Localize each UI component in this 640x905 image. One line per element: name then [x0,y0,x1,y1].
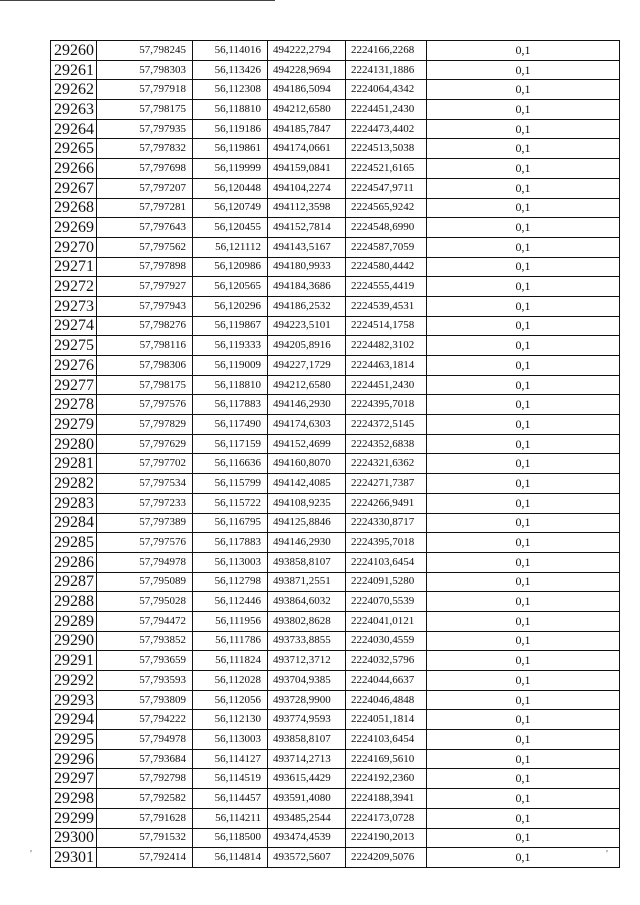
accuracy-value-cell: 0,1 [427,848,620,868]
longitude-cell: 56,117159 [193,434,268,454]
accuracy-value-cell: 0,1 [427,789,620,809]
x-coordinate-cell: 494152,7814 [268,218,346,238]
latitude-cell: 57,795089 [97,572,193,592]
x-coordinate-cell: 493728,9900 [268,690,346,710]
x-coordinate-cell: 494125,8846 [268,513,346,533]
point-number-cell: 29300 [51,828,97,848]
x-coordinate-cell: 494184,3686 [268,277,346,297]
y-coordinate-cell: 2224169,5610 [346,749,427,769]
y-coordinate-cell: 2224051,1814 [346,710,427,730]
accuracy-value-cell: 0,1 [427,454,620,474]
point-number-cell: 29276 [51,356,97,376]
point-number-cell: 29282 [51,474,97,494]
table-row [51,749,620,769]
accuracy-value-cell: 0,1 [427,493,620,513]
y-coordinate-cell: 2224070,5539 [346,592,427,612]
point-number-cell: 29272 [51,277,97,297]
y-coordinate-cell: 2224103,6454 [346,730,427,750]
x-coordinate-cell: 494146,2930 [268,395,346,415]
latitude-cell: 57,797562 [97,237,193,257]
accuracy-value-cell: 0,1 [427,710,620,730]
table-row [51,395,620,415]
latitude-cell: 57,793659 [97,651,193,671]
latitude-cell: 57,797943 [97,296,193,316]
latitude-cell: 57,794978 [97,552,193,572]
accuracy-value-cell: 0,1 [427,671,620,691]
y-coordinate-cell: 2224547,9711 [346,178,427,198]
page-mark-left: ' [30,848,32,860]
point-number-cell: 29294 [51,710,97,730]
y-coordinate-cell: 2224395,7018 [346,395,427,415]
x-coordinate-cell: 493864,6032 [268,592,346,612]
accuracy-value-cell: 0,1 [427,651,620,671]
x-coordinate-cell: 494212,6580 [268,375,346,395]
point-number-cell: 29260 [51,41,97,61]
latitude-cell: 57,798303 [97,60,193,80]
longitude-cell: 56,121112 [193,237,268,257]
longitude-cell: 56,115799 [193,474,268,494]
latitude-cell: 57,797698 [97,159,193,179]
point-number-cell: 29280 [51,434,97,454]
x-coordinate-cell: 494112,3598 [268,198,346,218]
accuracy-value-cell: 0,1 [427,60,620,80]
top-rule [0,0,275,1]
longitude-cell: 56,114814 [193,848,268,868]
y-coordinate-cell: 2224209,5076 [346,848,427,868]
point-number-cell: 29298 [51,789,97,809]
accuracy-value-cell: 0,1 [427,415,620,435]
y-coordinate-cell: 2224514,1758 [346,316,427,336]
longitude-cell: 56,114211 [193,808,268,828]
table-row [51,592,620,612]
x-coordinate-cell: 493774,9593 [268,710,346,730]
longitude-cell: 56,119867 [193,316,268,336]
latitude-cell: 57,794978 [97,730,193,750]
table-row [51,375,620,395]
latitude-cell: 57,798116 [97,336,193,356]
y-coordinate-cell: 2224266,9491 [346,493,427,513]
latitude-cell: 57,792798 [97,769,193,789]
point-number-cell: 29297 [51,769,97,789]
x-coordinate-cell: 494142,4085 [268,474,346,494]
accuracy-value-cell: 0,1 [427,631,620,651]
x-coordinate-cell: 494222,2794 [268,41,346,61]
table-row [51,159,620,179]
y-coordinate-cell: 2224192,2360 [346,769,427,789]
point-number-cell: 29269 [51,218,97,238]
longitude-cell: 56,112798 [193,572,268,592]
accuracy-value-cell: 0,1 [427,178,620,198]
table-row [51,474,620,494]
longitude-cell: 56,111956 [193,611,268,631]
accuracy-value-cell: 0,1 [427,749,620,769]
x-coordinate-cell: 493474,4539 [268,828,346,848]
point-number-cell: 29283 [51,493,97,513]
table-row [51,671,620,691]
accuracy-value-cell: 0,1 [427,41,620,61]
table-row [51,513,620,533]
y-coordinate-cell: 2224166,2268 [346,41,427,61]
x-coordinate-cell: 493712,3712 [268,651,346,671]
point-number-cell: 29286 [51,552,97,572]
table-row [51,80,620,100]
longitude-cell: 56,114127 [193,749,268,769]
y-coordinate-cell: 2224271,7387 [346,474,427,494]
table-row [51,139,620,159]
x-coordinate-cell: 494180,9933 [268,257,346,277]
latitude-cell: 57,791532 [97,828,193,848]
accuracy-value-cell: 0,1 [427,533,620,553]
latitude-cell: 57,792582 [97,789,193,809]
point-number-cell: 29287 [51,572,97,592]
table-row [51,198,620,218]
table-row [51,356,620,376]
x-coordinate-cell: 494174,6303 [268,415,346,435]
longitude-cell: 56,118810 [193,100,268,120]
longitude-cell: 56,117883 [193,533,268,553]
x-coordinate-cell: 494228,9694 [268,60,346,80]
table-row [51,651,620,671]
point-number-cell: 29277 [51,375,97,395]
x-coordinate-cell: 494108,9235 [268,493,346,513]
accuracy-value-cell: 0,1 [427,257,620,277]
y-coordinate-cell: 2224064,4342 [346,80,427,100]
point-number-cell: 29290 [51,631,97,651]
x-coordinate-cell: 494205,8916 [268,336,346,356]
accuracy-value-cell: 0,1 [427,336,620,356]
table-row [51,415,620,435]
y-coordinate-cell: 2224473,4402 [346,119,427,139]
y-coordinate-cell: 2224555,4419 [346,277,427,297]
table-row [51,533,620,553]
latitude-cell: 57,797643 [97,218,193,238]
longitude-cell: 56,119186 [193,119,268,139]
coordinates-table-body [51,41,620,868]
x-coordinate-cell: 494185,7847 [268,119,346,139]
accuracy-value-cell: 0,1 [427,237,620,257]
x-coordinate-cell: 493714,2713 [268,749,346,769]
point-number-cell: 29285 [51,533,97,553]
x-coordinate-cell: 494186,5094 [268,80,346,100]
accuracy-value-cell: 0,1 [427,572,620,592]
x-coordinate-cell: 493591,4080 [268,789,346,809]
latitude-cell: 57,797829 [97,415,193,435]
accuracy-value-cell: 0,1 [427,80,620,100]
y-coordinate-cell: 2224190,2013 [346,828,427,848]
point-number-cell: 29266 [51,159,97,179]
longitude-cell: 56,114457 [193,789,268,809]
point-number-cell: 29261 [51,60,97,80]
point-number-cell: 29299 [51,808,97,828]
accuracy-value-cell: 0,1 [427,474,620,494]
point-number-cell: 29262 [51,80,97,100]
accuracy-value-cell: 0,1 [427,119,620,139]
y-coordinate-cell: 2224032,5796 [346,651,427,671]
latitude-cell: 57,797927 [97,277,193,297]
y-coordinate-cell: 2224548,6990 [346,218,427,238]
latitude-cell: 57,794472 [97,611,193,631]
longitude-cell: 56,113003 [193,730,268,750]
table-row [51,690,620,710]
point-number-cell: 29268 [51,198,97,218]
y-coordinate-cell: 2224330,8717 [346,513,427,533]
point-number-cell: 29275 [51,336,97,356]
table-row [51,100,620,120]
longitude-cell: 56,120749 [193,198,268,218]
longitude-cell: 56,120986 [193,257,268,277]
y-coordinate-cell: 2224565,9242 [346,198,427,218]
longitude-cell: 56,117490 [193,415,268,435]
table-row [51,296,620,316]
point-number-cell: 29281 [51,454,97,474]
accuracy-value-cell: 0,1 [427,277,620,297]
x-coordinate-cell: 494160,8070 [268,454,346,474]
longitude-cell: 56,116636 [193,454,268,474]
latitude-cell: 57,793593 [97,671,193,691]
table-row [51,60,620,80]
y-coordinate-cell: 2224580,4442 [346,257,427,277]
table-row [51,277,620,297]
x-coordinate-cell: 493572,5607 [268,848,346,868]
latitude-cell: 57,797629 [97,434,193,454]
x-coordinate-cell: 494212,6580 [268,100,346,120]
x-coordinate-cell: 494146,2930 [268,533,346,553]
longitude-cell: 56,120565 [193,277,268,297]
accuracy-value-cell: 0,1 [427,395,620,415]
latitude-cell: 57,793809 [97,690,193,710]
point-number-cell: 29284 [51,513,97,533]
longitude-cell: 56,119999 [193,159,268,179]
y-coordinate-cell: 2224587,7059 [346,237,427,257]
latitude-cell: 57,797207 [97,178,193,198]
y-coordinate-cell: 2224482,3102 [346,336,427,356]
table-row [51,789,620,809]
table-row [51,454,620,474]
point-number-cell: 29292 [51,671,97,691]
latitude-cell: 57,797233 [97,493,193,513]
table-row [51,828,620,848]
point-number-cell: 29288 [51,592,97,612]
latitude-cell: 57,797281 [97,198,193,218]
x-coordinate-cell: 494159,0841 [268,159,346,179]
y-coordinate-cell: 2224372,5145 [346,415,427,435]
latitude-cell: 57,797576 [97,395,193,415]
latitude-cell: 57,797832 [97,139,193,159]
x-coordinate-cell: 494186,2532 [268,296,346,316]
table-row [51,178,620,198]
latitude-cell: 57,798175 [97,375,193,395]
point-number-cell: 29270 [51,237,97,257]
accuracy-value-cell: 0,1 [427,828,620,848]
table-row [51,41,620,61]
longitude-cell: 56,112130 [193,710,268,730]
latitude-cell: 57,793852 [97,631,193,651]
y-coordinate-cell: 2224539,4531 [346,296,427,316]
y-coordinate-cell: 2224395,7018 [346,533,427,553]
y-coordinate-cell: 2224451,2430 [346,375,427,395]
y-coordinate-cell: 2224030,4559 [346,631,427,651]
longitude-cell: 56,112446 [193,592,268,612]
latitude-cell: 57,791628 [97,808,193,828]
point-number-cell: 29274 [51,316,97,336]
longitude-cell: 56,114016 [193,41,268,61]
longitude-cell: 56,119333 [193,336,268,356]
latitude-cell: 57,797389 [97,513,193,533]
longitude-cell: 56,112308 [193,80,268,100]
y-coordinate-cell: 2224321,6362 [346,454,427,474]
x-coordinate-cell: 493858,8107 [268,552,346,572]
point-number-cell: 29264 [51,119,97,139]
table-row [51,572,620,592]
table-row [51,552,620,572]
accuracy-value-cell: 0,1 [427,356,620,376]
x-coordinate-cell: 494227,1729 [268,356,346,376]
latitude-cell: 57,793684 [97,749,193,769]
table-row [51,769,620,789]
table-row [51,237,620,257]
point-number-cell: 29265 [51,139,97,159]
point-number-cell: 29263 [51,100,97,120]
x-coordinate-cell: 493615,4429 [268,769,346,789]
point-number-cell: 29278 [51,395,97,415]
longitude-cell: 56,119009 [193,356,268,376]
table-row [51,730,620,750]
accuracy-value-cell: 0,1 [427,139,620,159]
table-row [51,611,620,631]
y-coordinate-cell: 2224188,3941 [346,789,427,809]
accuracy-value-cell: 0,1 [427,375,620,395]
longitude-cell: 56,112056 [193,690,268,710]
x-coordinate-cell: 493858,8107 [268,730,346,750]
accuracy-value-cell: 0,1 [427,690,620,710]
accuracy-value-cell: 0,1 [427,198,620,218]
y-coordinate-cell: 2224521,6165 [346,159,427,179]
latitude-cell: 57,792414 [97,848,193,868]
y-coordinate-cell: 2224352,6838 [346,434,427,454]
y-coordinate-cell: 2224046,4848 [346,690,427,710]
latitude-cell: 57,798306 [97,356,193,376]
table-row [51,493,620,513]
longitude-cell: 56,112028 [193,671,268,691]
latitude-cell: 57,798175 [97,100,193,120]
x-coordinate-cell: 494152,4699 [268,434,346,454]
y-coordinate-cell: 2224451,2430 [346,100,427,120]
longitude-cell: 56,119861 [193,139,268,159]
point-number-cell: 29279 [51,415,97,435]
table-row [51,336,620,356]
accuracy-value-cell: 0,1 [427,513,620,533]
x-coordinate-cell: 493733,8855 [268,631,346,651]
y-coordinate-cell: 2224041,0121 [346,611,427,631]
accuracy-value-cell: 0,1 [427,218,620,238]
latitude-cell: 57,794222 [97,710,193,730]
longitude-cell: 56,111824 [193,651,268,671]
latitude-cell: 57,795028 [97,592,193,612]
y-coordinate-cell: 2224044,6637 [346,671,427,691]
point-number-cell: 29271 [51,257,97,277]
table-row [51,218,620,238]
longitude-cell: 56,118500 [193,828,268,848]
latitude-cell: 57,797918 [97,80,193,100]
table-row [51,434,620,454]
accuracy-value-cell: 0,1 [427,611,620,631]
x-coordinate-cell: 493485,2544 [268,808,346,828]
y-coordinate-cell: 2224131,1886 [346,60,427,80]
x-coordinate-cell: 494143,5167 [268,237,346,257]
longitude-cell: 56,118810 [193,375,268,395]
point-number-cell: 29267 [51,178,97,198]
accuracy-value-cell: 0,1 [427,434,620,454]
point-number-cell: 29273 [51,296,97,316]
longitude-cell: 56,120448 [193,178,268,198]
x-coordinate-cell: 494104,2274 [268,178,346,198]
table-row [51,631,620,651]
latitude-cell: 57,797898 [97,257,193,277]
longitude-cell: 56,120455 [193,218,268,238]
accuracy-value-cell: 0,1 [427,730,620,750]
y-coordinate-cell: 2224463,1814 [346,356,427,376]
x-coordinate-cell: 494174,0661 [268,139,346,159]
y-coordinate-cell: 2224173,0728 [346,808,427,828]
accuracy-value-cell: 0,1 [427,296,620,316]
table-row [51,257,620,277]
point-number-cell: 29296 [51,749,97,769]
table-row [51,808,620,828]
y-coordinate-cell: 2224513,5038 [346,139,427,159]
point-number-cell: 29291 [51,651,97,671]
latitude-cell: 57,797534 [97,474,193,494]
point-number-cell: 29295 [51,730,97,750]
latitude-cell: 57,798245 [97,41,193,61]
table-row [51,848,620,868]
longitude-cell: 56,116795 [193,513,268,533]
latitude-cell: 57,797935 [97,119,193,139]
latitude-cell: 57,797702 [97,454,193,474]
x-coordinate-cell: 493871,2551 [268,572,346,592]
longitude-cell: 56,120296 [193,296,268,316]
accuracy-value-cell: 0,1 [427,769,620,789]
y-coordinate-cell: 2224091,5280 [346,572,427,592]
x-coordinate-cell: 493802,8628 [268,611,346,631]
longitude-cell: 56,114519 [193,769,268,789]
latitude-cell: 57,797576 [97,533,193,553]
longitude-cell: 56,111786 [193,631,268,651]
longitude-cell: 56,117883 [193,395,268,415]
accuracy-value-cell: 0,1 [427,808,620,828]
longitude-cell: 56,113426 [193,60,268,80]
accuracy-value-cell: 0,1 [427,316,620,336]
point-number-cell: 29301 [51,848,97,868]
x-coordinate-cell: 493704,9385 [268,671,346,691]
x-coordinate-cell: 494223,5101 [268,316,346,336]
point-number-cell: 29293 [51,690,97,710]
longitude-cell: 56,115722 [193,493,268,513]
table-row [51,710,620,730]
y-coordinate-cell: 2224103,6454 [346,552,427,572]
latitude-cell: 57,798276 [97,316,193,336]
page-mark-right: ' [606,848,608,860]
longitude-cell: 56,113003 [193,552,268,572]
accuracy-value-cell: 0,1 [427,552,620,572]
table-row [51,119,620,139]
accuracy-value-cell: 0,1 [427,100,620,120]
accuracy-value-cell: 0,1 [427,592,620,612]
table-row [51,316,620,336]
accuracy-value-cell: 0,1 [427,159,620,179]
coordinates-table [50,40,620,868]
point-number-cell: 29289 [51,611,97,631]
